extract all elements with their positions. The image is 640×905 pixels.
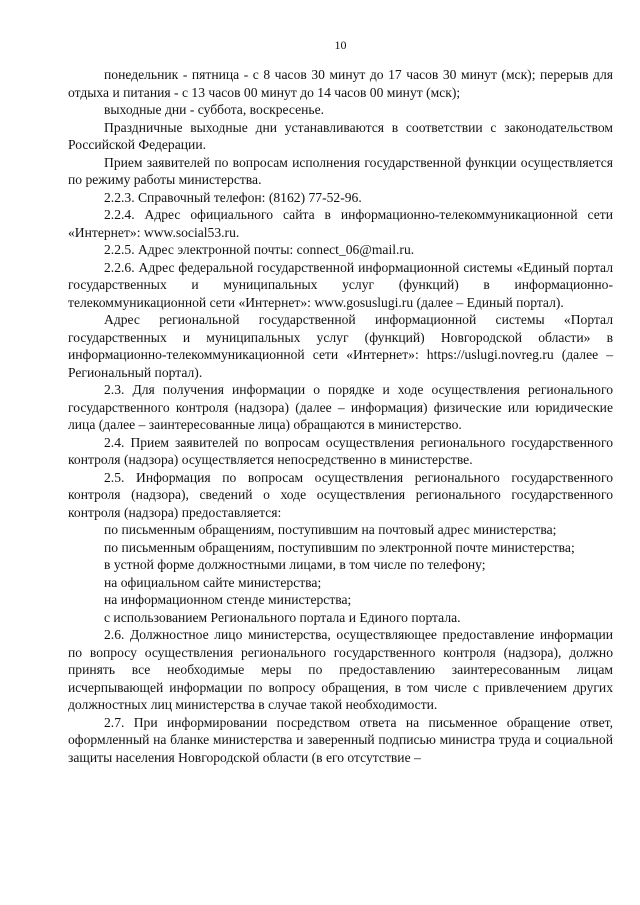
paragraph-2-2-3: 2.2.3. Справочный телефон: (8162) 77-52-96. [104,189,362,205]
list-item-website: на официальном сайте министерства; [104,574,322,590]
paragraph-holidays: Праздничные выходные дни устанавливаются в соответствии с законодательством Российской Федерации. [68,119,613,152]
paragraph-2-4: 2.4. Прием заявителей по вопросам осуществления регионального государственного контроля (надзора) осуществляется непосредственно в министерстве. [68,434,613,467]
paragraph-2-3: 2.3. Для получения информации о порядке и ходе осуществления регионального государственного контроля (надзора) (далее – информация) физические или юридические лица (далее – заинтересованные лица) обращаются в министерство. [68,382,613,432]
paragraph-2-6: 2.6. Должностное лицо министерства, осуществляющее предоставление информации по вопросу осуществления регионального государственного контроля (надзора), должно принять все необходимые меры по предоставлению заинтересованным лицам исчерпывающей информации по вопросу обращения, в том числе с привлечением других должностных лиц министерства в случае такой необходимости. [68,627,613,712]
document-body [68,66,613,766]
paragraph-2-2-6: 2.2.6. Адрес федеральной государственной информационной системы «Единый портал государственных и муниципальных услуг (функций) в информационно-телекоммуникационной сети «Интернет»: www.gosuslugi.ru (далее – Единый портал). [68,259,613,310]
paragraph-2-2-4: 2.2.4. Адрес официального сайта в информационно-телекоммуникационной сети «Интернет»: www.social53.ru. [68,207,613,240]
paragraph-2-5: 2.5. Информация по вопросам осуществления регионального государственного контроля (надзора), сведений о ходе осуществления регионального государственного контроля (надзора) предоставляется: [68,469,613,520]
list-item-email: по письменным обращениям, поступившим по электронной почте министерства; [104,539,575,555]
paragraph-2-7: 2.7. При информировании посредством ответа на письменное обращение ответ, оформленный на бланке министерства и заверенный подписью министра труда и социальной защиты населения Новгородской области (в его отсутствие – [68,714,613,765]
paragraph-2-2-5: 2.2.5. Адрес электронной почты: connect_06@mail.ru. [104,242,415,257]
list-item-stand: на информационном стенде министерства; [104,592,352,607]
list-item-oral: в устной форме должностными лицами, в том числе по телефону; [104,557,486,572]
paragraph-days-off: выходные дни - суббота, воскресенье. [104,102,325,117]
paragraph-work-hours: понедельник - пятница - с 8 часов 30 минут до 17 часов 30 минут (мск); перерыв для отдыха и питания - с 13 часов 00 минут до 14 часов 00 минут (мск); [68,67,613,100]
list-item-postal: по письменным обращениям, поступившим на почтовый адрес министерства; [104,522,557,537]
document-page [68,0,613,905]
page-number: 10 [334,38,347,52]
paragraph-regional-portal: Адрес региональной государственной информационной системы «Портал государственных и муниципальных услуг (функций) Новгородской области» в информационно-телекоммуникационной сети «Интернет»: https://uslugi.novreg.ru (далее – Региональный портал). [68,312,613,380]
list-item-portals: с использованием Регионального портала и Единого портала. [104,609,461,625]
paragraph-reception-mode: Прием заявителей по вопросам исполнения государственной функции осуществляется по режиму работы министерства. [68,154,613,187]
